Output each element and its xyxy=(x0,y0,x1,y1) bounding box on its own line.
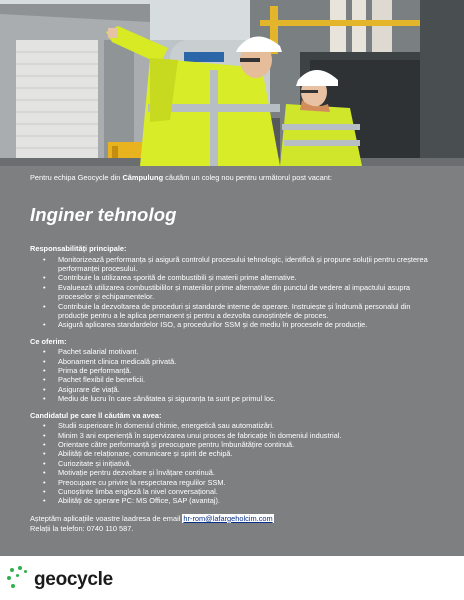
list-item: • Preocupare cu privire la respectarea regulilor SSM. xyxy=(30,478,434,487)
list-item: • Contribuie la dezvoltarea de proceduri și standarde interne de operare. Instruiește și îndrumă personalul din producție pentru a le aplica permanent și pentru a dezvolta cunoștințele de proces. xyxy=(30,302,434,321)
list-item: • Motivație pentru dezvoltare și învățare continuă. xyxy=(30,468,434,477)
list-item: • Asigură aplicarea standardelor ISO, a procedurilor SSM și de mediu în procesele de producție. xyxy=(30,320,434,329)
list-item: • Mediu de lucru în care sănătatea și siguranța ta sunt pe primul loc. xyxy=(30,394,434,403)
job-posting-panel xyxy=(0,166,464,556)
geocycle-logo xyxy=(7,566,113,594)
email-link[interactable]: hr-rom@lafargeholcim.com xyxy=(183,513,273,523)
list-item: • Pachet flexibil de beneficii. xyxy=(30,375,434,384)
list-item: • Orientare către performanță și preocupare pentru îmbunătățire continuă. xyxy=(30,440,434,449)
list-item: • Curiozitate și inițiativă. xyxy=(30,459,434,468)
intro-text xyxy=(30,173,434,183)
responsibilities-heading: Responsabilități principale: xyxy=(30,244,127,253)
offer-heading: Ce oferim: xyxy=(30,336,67,346)
list-item: • Abilități de relaționare, comunicare și spirit de echipă. xyxy=(30,449,434,458)
list-item: • Asigurare de viață. xyxy=(30,385,434,394)
list-item: • Cunoștinte limba engleză la nivel conversațional. xyxy=(30,487,434,496)
list-item: • Pachet salarial motivant. xyxy=(30,347,434,356)
offer-list xyxy=(30,347,434,403)
header-photo-illustration xyxy=(0,0,464,166)
logo-dots-icon xyxy=(7,566,31,590)
list-item: • Minim 3 ani experiență în supervizarea unui proces de fabricație în domeniul industrial. xyxy=(30,431,434,440)
list-item: • Contribuie la utilizarea sporită de combustibili și materii prime alternative. xyxy=(30,273,434,282)
logo-wordmark: geocycle xyxy=(34,569,113,590)
list-item: • Monitorizează performanța și asigură controlul procesului tehnologic, identifică și propune soluții pentru creșterea performanței procesului. xyxy=(30,255,434,274)
intro-prefix: Pentru echipa Geocycle din xyxy=(30,173,123,182)
closing-block xyxy=(30,514,434,535)
responsibilities-list xyxy=(30,255,434,330)
list-item: • Abilități de operare PC: MS Office, SAP (avantaj). xyxy=(30,496,434,505)
candidate-heading: Candidatul pe care îl căutăm va avea: xyxy=(30,410,162,420)
apply-line xyxy=(30,514,434,524)
intro-location: Câmpulung xyxy=(122,173,164,182)
list-item: • Studii superioare în domeniul chimie, energetică sau automatizări. xyxy=(30,421,434,430)
list-item: • Abonament clinica medicală privată. xyxy=(30,357,434,366)
candidate-list xyxy=(30,421,434,506)
apply-text: Așteptăm aplicațiile voastre laadresa de email xyxy=(30,513,183,523)
list-item: • Prima de performanță. xyxy=(30,366,434,375)
phone-line: Relații la telefon: 0740 110 587. xyxy=(30,524,134,534)
list-item: • Evaluează utilizarea combustibililor și materiilor prime alternative din punctul de vedere al impactului asupra proceselor și echipamentelor. xyxy=(30,283,434,302)
intro-suffix: căutăm un coleg nou pentru următorul post vacant: xyxy=(163,173,332,182)
header-photo xyxy=(0,0,464,166)
job-title: Inginer tehnolog xyxy=(30,204,177,225)
